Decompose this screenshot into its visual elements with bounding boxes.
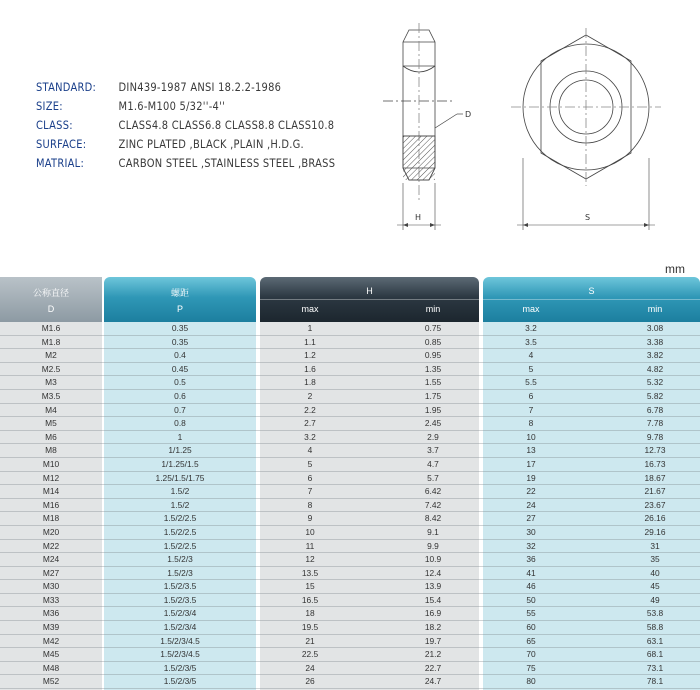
spec-key: MATRIAL:: [36, 155, 85, 170]
table-header: [0, 277, 700, 322]
cell-d: M42: [42, 635, 60, 646]
cell-p: 0.4: [174, 350, 186, 361]
header-divider: [260, 299, 479, 300]
cell-p: 0.35: [171, 323, 189, 333]
cell-h-min: 1.75: [424, 390, 442, 401]
cell-h-min: 1.55: [424, 377, 442, 388]
cell-d: M14: [42, 486, 60, 497]
cell-p: 1.5/2/3: [167, 567, 193, 578]
cell-h-max: 1.8: [304, 377, 316, 388]
cell-s-min: 68.1: [646, 649, 664, 660]
spec-row-surface: [36, 134, 335, 153]
table-row: [0, 349, 700, 363]
cell-s-max: 60: [526, 622, 536, 633]
cell-d: M18: [42, 513, 60, 524]
thread-hatch: [403, 136, 435, 180]
table-row: [0, 594, 700, 608]
cell-d: M2: [45, 350, 57, 361]
cell-d: M6: [45, 431, 57, 442]
hex-nut-drawing: [375, 18, 675, 238]
cell-h-max: 22.5: [301, 649, 319, 660]
cell-s-max: 5: [528, 363, 534, 374]
cell-d: M24: [42, 554, 60, 565]
cell-p: 0.35: [171, 336, 189, 347]
cell-h-max: 21: [305, 635, 315, 646]
cell-h-max: 4: [307, 445, 313, 456]
cell-h-min: 15.4: [424, 594, 442, 605]
cell-d: M36: [42, 608, 60, 619]
cell-h-min: 18.2: [424, 622, 442, 633]
cell-s-min: 18.67: [644, 472, 666, 483]
cell-s-min: 26.16: [644, 513, 666, 524]
cell-d: M12: [42, 472, 60, 483]
cell-s-max: 70: [526, 649, 536, 660]
header-h: [260, 277, 479, 322]
table-row: [0, 662, 700, 676]
cell-d: M5: [45, 418, 57, 429]
spec-key: SIZE:: [36, 98, 63, 113]
cell-h-max: 24: [305, 662, 315, 673]
cell-h-max: 2.2: [304, 404, 316, 415]
cell-h-max: 10: [305, 526, 315, 537]
cell-p: 1.5/2/3.5: [163, 594, 197, 605]
cell-s-max: 4: [528, 350, 534, 361]
cell-p: 1.5/2/3/4.5: [160, 635, 200, 646]
cell-p: 1.5/2/3.5: [163, 581, 197, 592]
spec-key: CLASS:: [36, 117, 73, 132]
cell-h-max: 6: [307, 472, 313, 483]
cell-p: 1.5/2/3/4: [163, 608, 197, 619]
cell-h-max: 12: [305, 554, 315, 565]
cell-h-min: 0.95: [424, 350, 442, 361]
cell-s-min: 9.78: [646, 431, 664, 442]
cell-s-max: 7: [528, 404, 534, 415]
table-row: [0, 526, 700, 540]
cell-h-min: 5.7: [427, 472, 439, 483]
header-s-label: S: [588, 286, 595, 296]
header-s: [483, 277, 700, 322]
cell-s-max: 50: [526, 594, 536, 605]
cell-s-min: 3.38: [646, 336, 664, 347]
table-row: [0, 485, 700, 499]
cell-h-max: 1.2: [304, 350, 316, 361]
cell-s-min: 45: [650, 581, 660, 592]
cell-d: M27: [42, 567, 60, 578]
cell-s-max: 10: [526, 431, 536, 442]
cell-s-max: 75: [526, 662, 536, 673]
table-row: [0, 567, 700, 581]
cell-d: M3.5: [41, 390, 61, 401]
cell-s-min: 63.1: [646, 635, 664, 646]
spec-row-size: [36, 96, 335, 115]
cell-h-max: 26: [305, 676, 315, 687]
cell-s-min: 40: [650, 567, 660, 578]
cell-d: M1.8: [41, 336, 61, 347]
cell-h-min: 0.85: [424, 336, 442, 347]
cell-p: 1.5/2/3/4.5: [160, 649, 200, 660]
cell-h-min: 2.45: [424, 418, 442, 429]
cell-d: M22: [42, 540, 60, 551]
cell-s-min: 3.08: [646, 323, 664, 333]
table-row: [0, 390, 700, 404]
cell-p: 1.5/2/2.5: [163, 513, 197, 524]
cell-h-max: 1.1: [304, 336, 316, 347]
table-row: [0, 417, 700, 431]
cell-s-max: 55: [526, 608, 536, 619]
spec-value: DIN439-1987 ANSI 18.2.2-1986: [118, 79, 282, 94]
table-row: [0, 607, 700, 621]
cell-d: M2.5: [41, 363, 61, 374]
cell-p: 1: [177, 431, 183, 442]
cell-s-min: 4.82: [646, 363, 664, 374]
cell-p: 1.5/2: [170, 499, 190, 510]
cell-s-min: 7.78: [646, 418, 664, 429]
cell-p: 1/1.25: [168, 445, 192, 456]
cell-s-max: 41: [526, 567, 536, 578]
spec-list: [36, 77, 384, 172]
cell-h-max: 5: [307, 458, 313, 469]
cell-p: 0.45: [171, 363, 189, 374]
label-s: S: [585, 213, 591, 222]
cell-s-min: 29.16: [644, 526, 666, 537]
cell-s-max: 32: [526, 540, 536, 551]
unit-label: mm: [665, 262, 685, 276]
cell-s-min: 35: [650, 554, 660, 565]
cell-h-max: 13.5: [301, 567, 319, 578]
label-h: H: [415, 213, 422, 222]
cell-s-max: 17: [526, 458, 536, 469]
cell-h-min: 21.2: [424, 649, 442, 660]
cell-h-max: 18: [305, 608, 315, 619]
cell-s-min: 3.82: [646, 350, 664, 361]
table-row: [0, 458, 700, 472]
cell-h-max: 8: [307, 499, 313, 510]
cell-h-min: 3.7: [427, 445, 439, 456]
spec-key: STANDARD:: [36, 79, 97, 94]
cell-h-min: 0.75: [424, 323, 442, 333]
table-row: [0, 336, 700, 350]
header-h-label: H: [366, 286, 373, 296]
cell-p: 1.5/2/2.5: [163, 526, 197, 537]
cell-p: 1.5/2/3/4: [163, 622, 197, 633]
cell-s-max: 3.5: [525, 336, 537, 347]
cell-s-min: 5.82: [646, 390, 664, 401]
cell-s-max: 13: [526, 445, 536, 456]
spec-row-material: [36, 153, 335, 172]
table-row: [0, 431, 700, 445]
cell-s-max: 80: [526, 676, 536, 687]
header-p-cn: 螺距: [170, 288, 189, 298]
cell-s-min: 5.32: [646, 377, 664, 388]
cell-h-min: 24.7: [424, 676, 442, 687]
header-h-min: min: [425, 304, 441, 314]
cell-h-min: 16.9: [424, 608, 442, 619]
header-s-max: max: [522, 304, 540, 314]
cell-h-min: 4.7: [427, 458, 439, 469]
cell-h-max: 7: [307, 486, 313, 497]
cell-s-min: 16.73: [644, 458, 666, 469]
cell-s-max: 19: [526, 472, 536, 483]
cell-h-min: 8.42: [424, 513, 442, 524]
dimension-table: [0, 277, 700, 689]
cell-p: 1.5/2/3/5: [163, 676, 197, 687]
cell-d: M3: [45, 377, 57, 388]
cell-h-max: 19.5: [301, 622, 319, 633]
spec-key: SURFACE:: [36, 136, 87, 151]
cell-s-max: 65: [526, 635, 536, 646]
header-p: [104, 277, 256, 322]
cell-s-max: 46: [526, 581, 536, 592]
cell-d: M16: [42, 499, 60, 510]
cell-s-max: 30: [526, 526, 536, 537]
cell-h-min: 19.7: [424, 635, 442, 646]
cell-d: M4: [45, 404, 57, 415]
cell-h-min: 12.4: [424, 567, 442, 578]
cell-d: M8: [45, 445, 57, 456]
cell-h-min: 6.42: [424, 486, 442, 497]
cell-s-min: 78.1: [646, 676, 664, 687]
cell-h-max: 9: [307, 513, 313, 524]
cell-d: M39: [42, 622, 60, 633]
cell-s-max: 8: [528, 418, 534, 429]
label-d: D: [465, 110, 472, 119]
cell-h-min: 9.1: [427, 526, 439, 537]
cell-h-min: 7.42: [424, 499, 442, 510]
cell-s-max: 24: [526, 499, 536, 510]
cell-h-max: 2: [307, 390, 313, 401]
cell-s-min: 73.1: [646, 662, 664, 673]
table-row: [0, 363, 700, 377]
cell-d: M30: [42, 581, 60, 592]
cell-p: 0.7: [174, 404, 186, 415]
table-body: [0, 322, 700, 689]
cell-p: 1.5/2/3/5: [163, 662, 197, 673]
cell-d: M52: [42, 676, 60, 687]
table-row: [0, 472, 700, 486]
cell-p: 0.5: [174, 377, 186, 388]
cell-d: M10: [42, 458, 60, 469]
cell-s-min: 6.78: [646, 404, 664, 415]
header-p-label: P: [176, 304, 183, 314]
cell-p: 1.5/2/3: [167, 554, 193, 565]
cell-h-max: 2.7: [304, 418, 316, 429]
cell-h-min: 22.7: [424, 662, 442, 673]
header-d-cn: 公称直径: [32, 288, 69, 298]
cell-h-max: 11: [305, 540, 315, 551]
cell-d: M48: [42, 662, 60, 673]
cell-h-max: 3.2: [304, 431, 316, 442]
cell-p: 0.6: [174, 390, 186, 401]
cell-d: M45: [42, 649, 60, 660]
cell-s-min: 12.73: [644, 445, 666, 456]
spec-value: ZINC PLATED ,BLACK ,PLAIN ,H.D.G.: [118, 136, 304, 151]
cell-d: M20: [42, 526, 60, 537]
spec-row-class: [36, 115, 335, 134]
table-row: [0, 499, 700, 513]
cell-s-min: 49: [650, 594, 660, 605]
spec-row-standard: [36, 77, 335, 96]
table-row: [0, 540, 700, 554]
cell-s-max: 5.5: [525, 377, 537, 388]
cell-h-min: 13.9: [424, 581, 442, 592]
header-divider: [483, 299, 700, 300]
cell-s-max: 22: [526, 486, 536, 497]
spec-value: CARBON STEEL ,STAINLESS STEEL ,BRASS: [118, 155, 336, 170]
cell-h-min: 2.9: [427, 431, 439, 442]
cell-s-max: 3.2: [525, 323, 537, 333]
cell-s-max: 6: [528, 390, 534, 401]
spec-value: M1.6-M100 5/32''-4'': [118, 98, 226, 113]
cell-h-min: 9.9: [427, 540, 439, 551]
header-h-max: max: [301, 304, 319, 314]
header-d-label: D: [47, 304, 55, 314]
cell-s-min: 53.8: [646, 608, 664, 619]
cell-s-max: 36: [526, 554, 536, 565]
cell-s-min: 58.8: [646, 622, 664, 633]
cell-s-min: 31: [650, 540, 660, 551]
table-row: [0, 648, 700, 662]
table-row: [0, 322, 700, 336]
cell-h-max: 1: [307, 323, 313, 333]
cell-h-max: 16.5: [301, 594, 319, 605]
header-s-min: min: [647, 304, 663, 314]
table-row: [0, 404, 700, 418]
table-row: [0, 580, 700, 594]
header-d: [0, 277, 102, 322]
cell-s-min: 21.67: [644, 486, 666, 497]
table-row: [0, 621, 700, 635]
table-row: [0, 675, 700, 689]
table-row: [0, 512, 700, 526]
cell-s-max: 27: [526, 513, 536, 524]
cell-p: 1/1.25/1.5: [161, 458, 199, 469]
cell-p: 1.5/2: [170, 486, 190, 497]
cell-h-min: 10.9: [424, 554, 442, 565]
cell-d: M1.6: [41, 323, 61, 333]
cell-p: 1.5/2/2.5: [163, 540, 197, 551]
cell-h-max: 15: [305, 581, 315, 592]
cell-h-min: 1.95: [424, 404, 442, 415]
front-view: [511, 28, 661, 186]
cell-p: 1.25/1.5/1.75: [155, 472, 205, 483]
table-row: [0, 553, 700, 567]
cell-h-min: 1.35: [424, 363, 442, 374]
cell-s-min: 23.67: [644, 499, 666, 510]
table-row: [0, 635, 700, 649]
cell-p: 0.8: [174, 418, 186, 429]
cell-d: M33: [42, 594, 60, 605]
table-row: [0, 444, 700, 458]
cell-h-max: 1.6: [304, 363, 316, 374]
spec-value: CLASS4.8 CLASS6.8 CLASS8.8 CLASS10.8: [118, 117, 335, 132]
table-row: [0, 376, 700, 390]
